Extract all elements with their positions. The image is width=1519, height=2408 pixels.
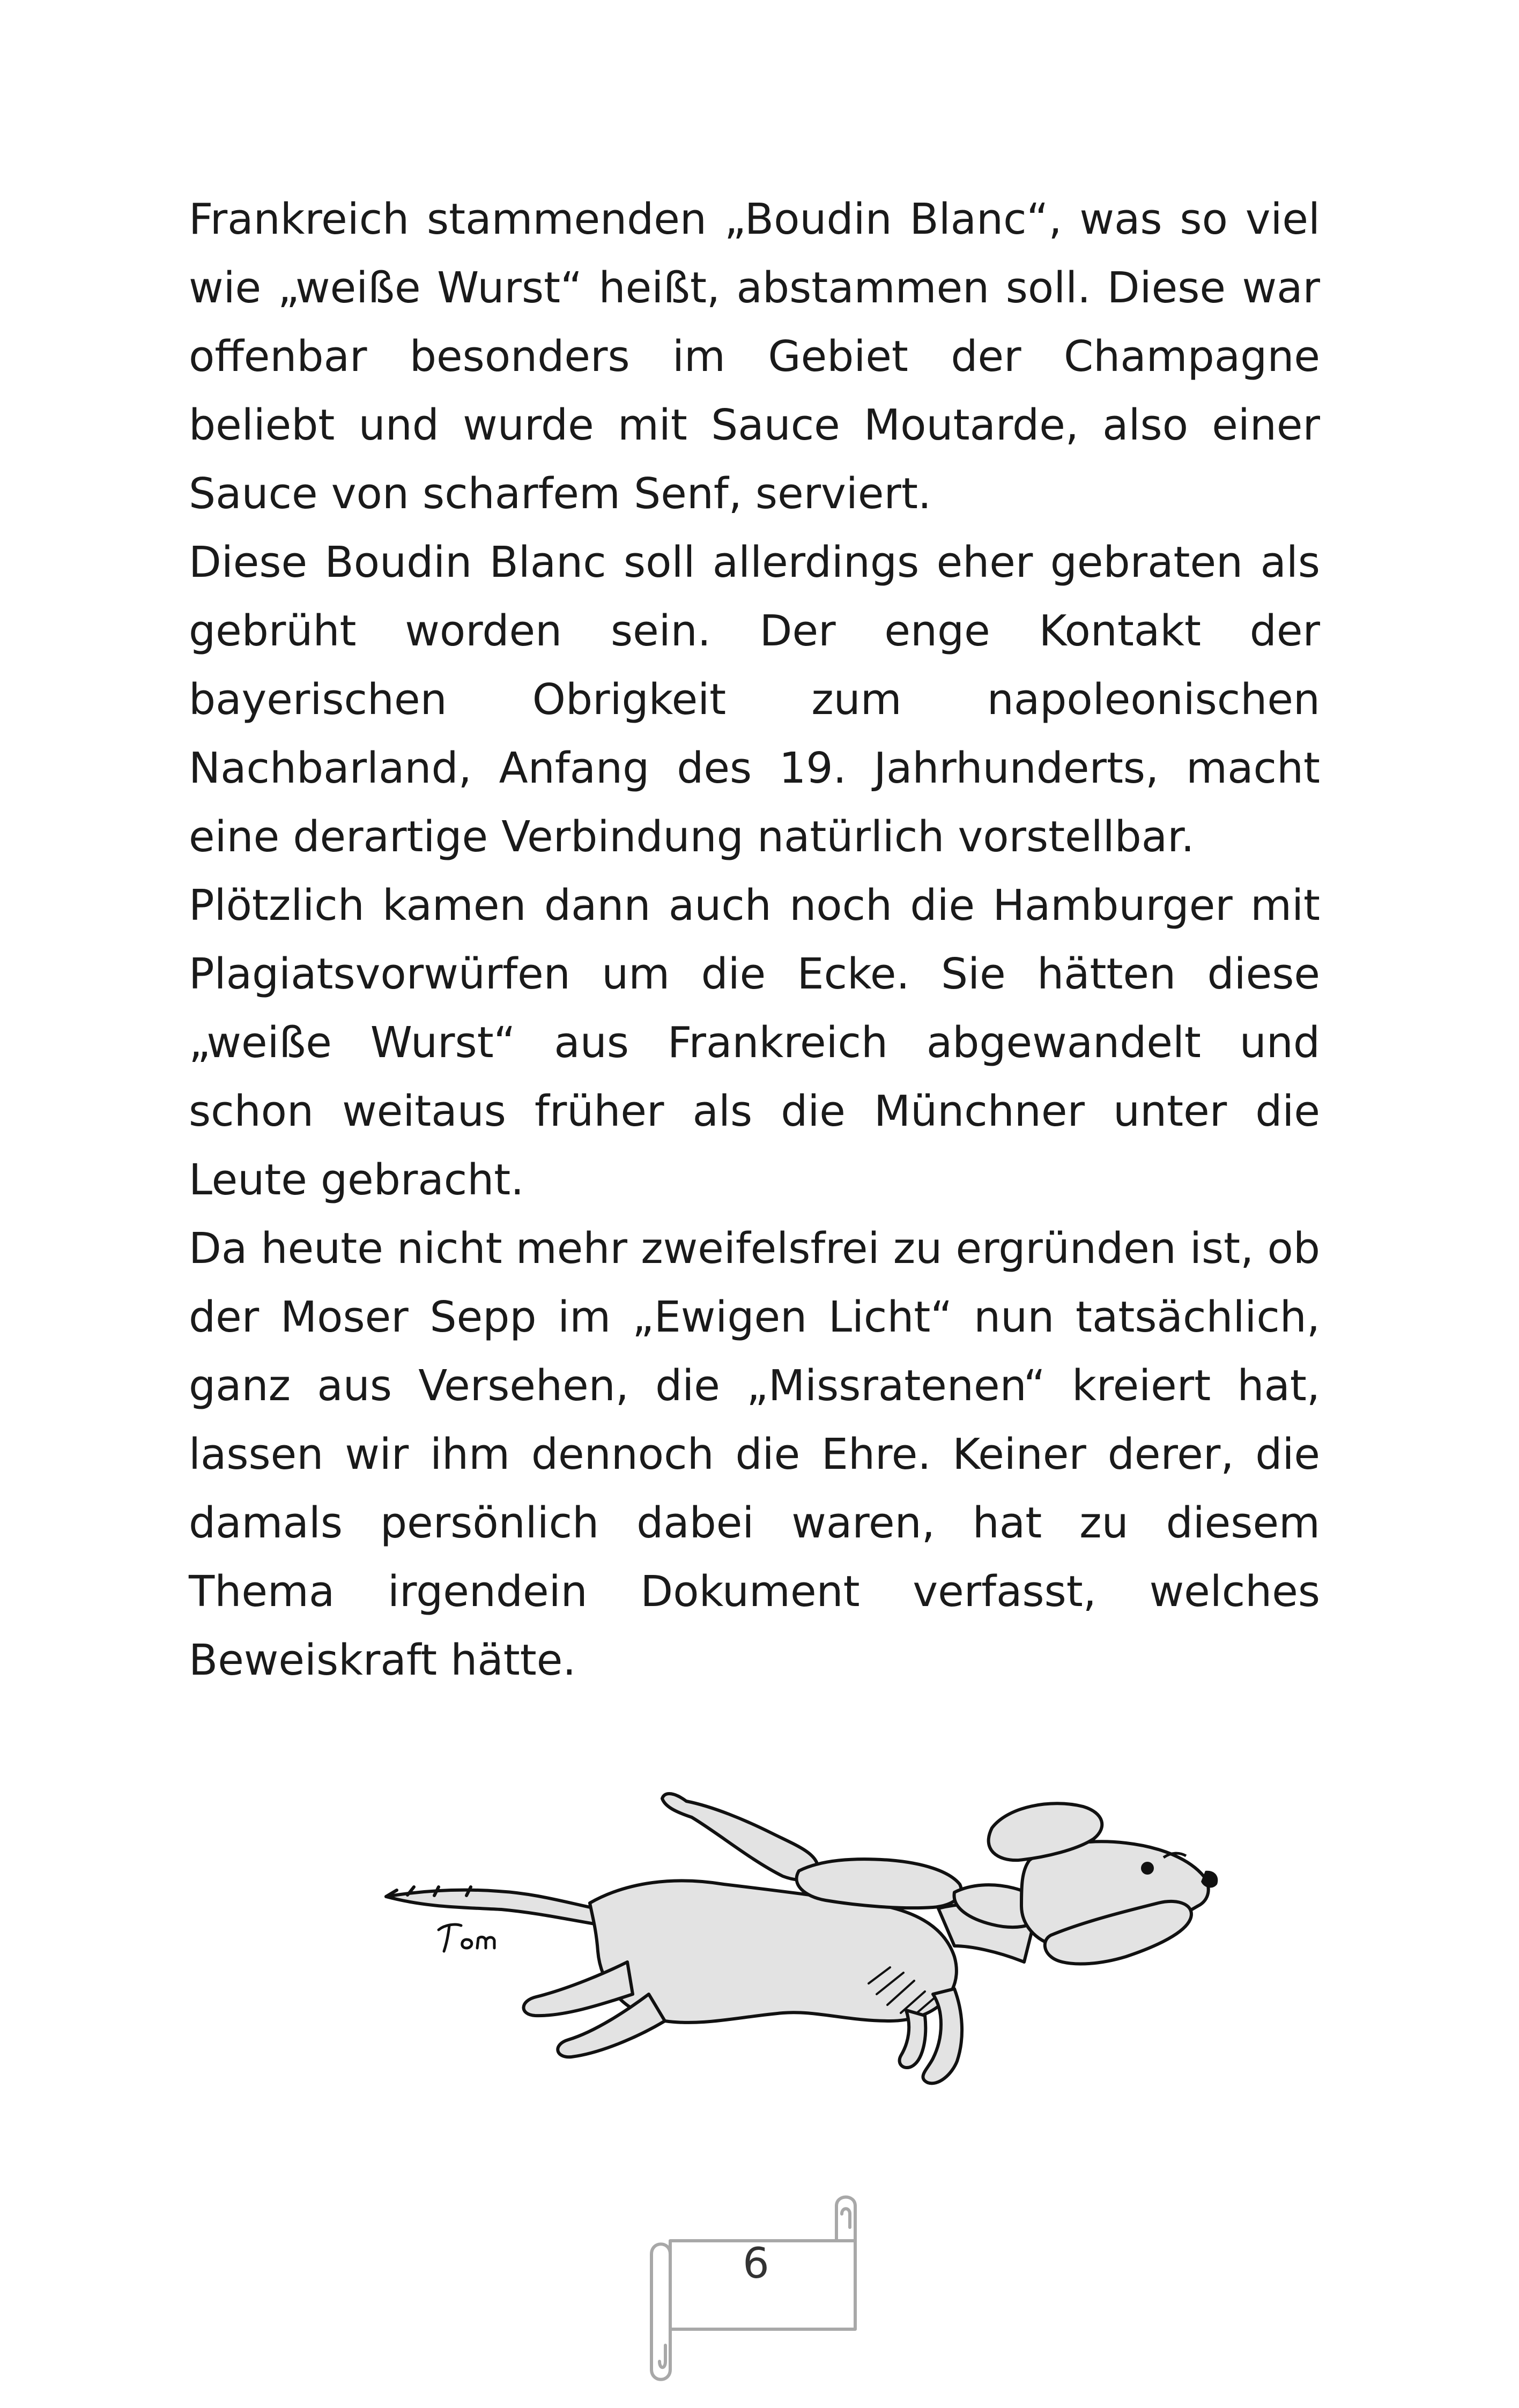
dog-with-sausages-illustration xyxy=(375,1769,1276,2101)
dog-hind-leg xyxy=(523,1962,633,2016)
paragraph-4: Da heute nicht mehr zweifelsfrei zu ergründen ist, ob der Moser Sepp im „Ewigen Licht“ nun tatsächlich, ganz aus Versehen, die „Missratenen“ kreiert hat, lassen wir ihm dennoch die Ehre. Keiner derer, die damals persönlich dabei waren, hat zu diesem Thema irgendein Dokument verfasst, welches Beweiskraft hätte. xyxy=(189,1224,1320,1685)
page-number: 6 xyxy=(743,2240,769,2288)
paragraph-3: Plötzlich kamen dann auch noch die Hamburger mit Plagiatsvorwürfen um die Ecke. Sie hätten diese „weiße Wurst“ aus Frankreich abgewandelt und schon weitaus früher als die Münchner unter die Leute gebracht. xyxy=(189,881,1320,1205)
sausage xyxy=(797,1859,961,1908)
paragraph-2: Diese Boudin Blanc soll allerdings eher gebraten als gebrüht worden sein. Der enge Kontakt der bayerischen Obrigkeit zum napoleonischen Nachbarland, Anfang des 19. Jahrhunderts, macht eine derartige Verbindung natürlich vorstellbar. xyxy=(189,538,1320,861)
paragraph-1: Frankreich stammenden „Boudin Blanc“, was so viel wie „weiße Wurst“ heißt, abstammen soll. Diese war offenbar besonders im Gebiet der Champagne beliebt und wurde mit Sauce Moutarde, also einer Sauce von scharfem Senf, serviert. xyxy=(189,195,1320,518)
dog-eye xyxy=(1141,1862,1154,1875)
artist-signature xyxy=(439,1924,494,1951)
body-text xyxy=(189,185,1320,1694)
dog-tail xyxy=(386,1890,601,1924)
sausage xyxy=(662,1794,818,1880)
